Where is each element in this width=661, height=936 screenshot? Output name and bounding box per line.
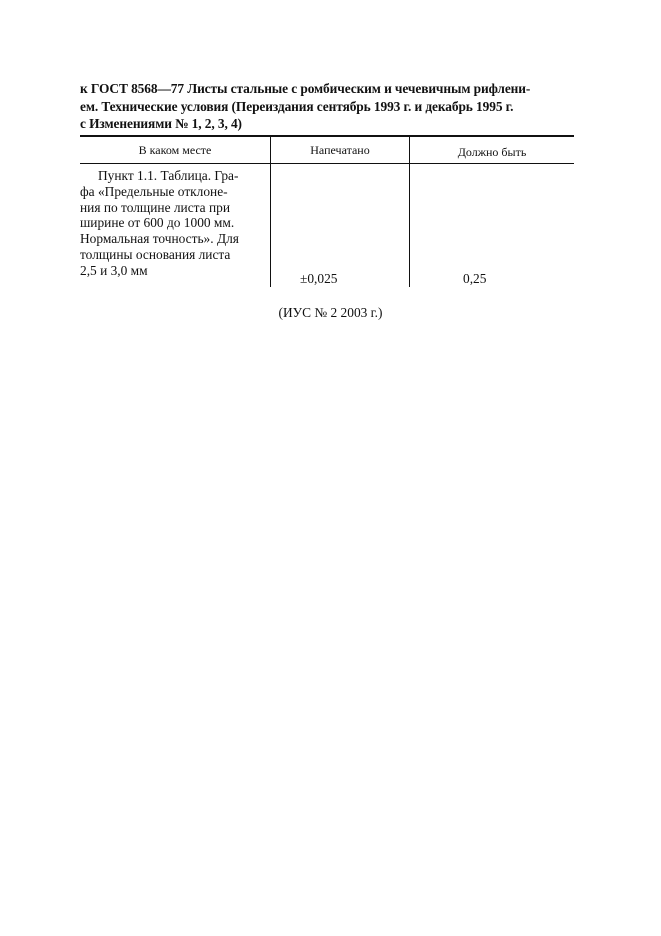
- cell-printed-value: ±0,025: [300, 271, 338, 286]
- cell-location: [80, 168, 266, 279]
- column-header-should-be: Должно быть: [457, 145, 527, 159]
- location-line-1: Пункт 1.1. Таблица. Гра-: [98, 168, 239, 183]
- location-line-2: фа «Предельные отклоне-: [80, 183, 228, 199]
- column-divider-1: [270, 137, 271, 287]
- cell-should-be-value: 0,25: [463, 271, 487, 286]
- table-top-rule: [80, 135, 574, 137]
- source-reference: (ИУС № 2 2003 г.): [278, 305, 383, 320]
- column-header-printed: Напечатано: [310, 143, 370, 157]
- title-line-3: с Изменениями № 1, 2, 3, 4): [80, 116, 242, 131]
- amendment-table: [80, 135, 574, 287]
- location-line-4: ширине от 600 до 1000 мм.: [80, 215, 235, 231]
- title-line-1: к ГОСТ 8568—77 Листы стальные с ромбическим и чечевичным рифлени-: [80, 81, 531, 96]
- table-header-rule: [80, 163, 574, 164]
- amendment-title: [80, 80, 576, 133]
- location-line-5: Нормальная точность». Для: [80, 231, 239, 247]
- location-line-7: 2,5 и 3,0 мм: [80, 262, 148, 278]
- location-line-3: ния по толщине листа при: [80, 199, 230, 215]
- location-line-6: толщины основания листа: [80, 246, 231, 262]
- title-line-2: ем. Технические условия (Переиздания сентябрь 1993 г. и декабрь 1995 г.: [80, 98, 514, 114]
- column-header-location: В каком месте: [138, 143, 212, 157]
- column-divider-2: [409, 137, 410, 287]
